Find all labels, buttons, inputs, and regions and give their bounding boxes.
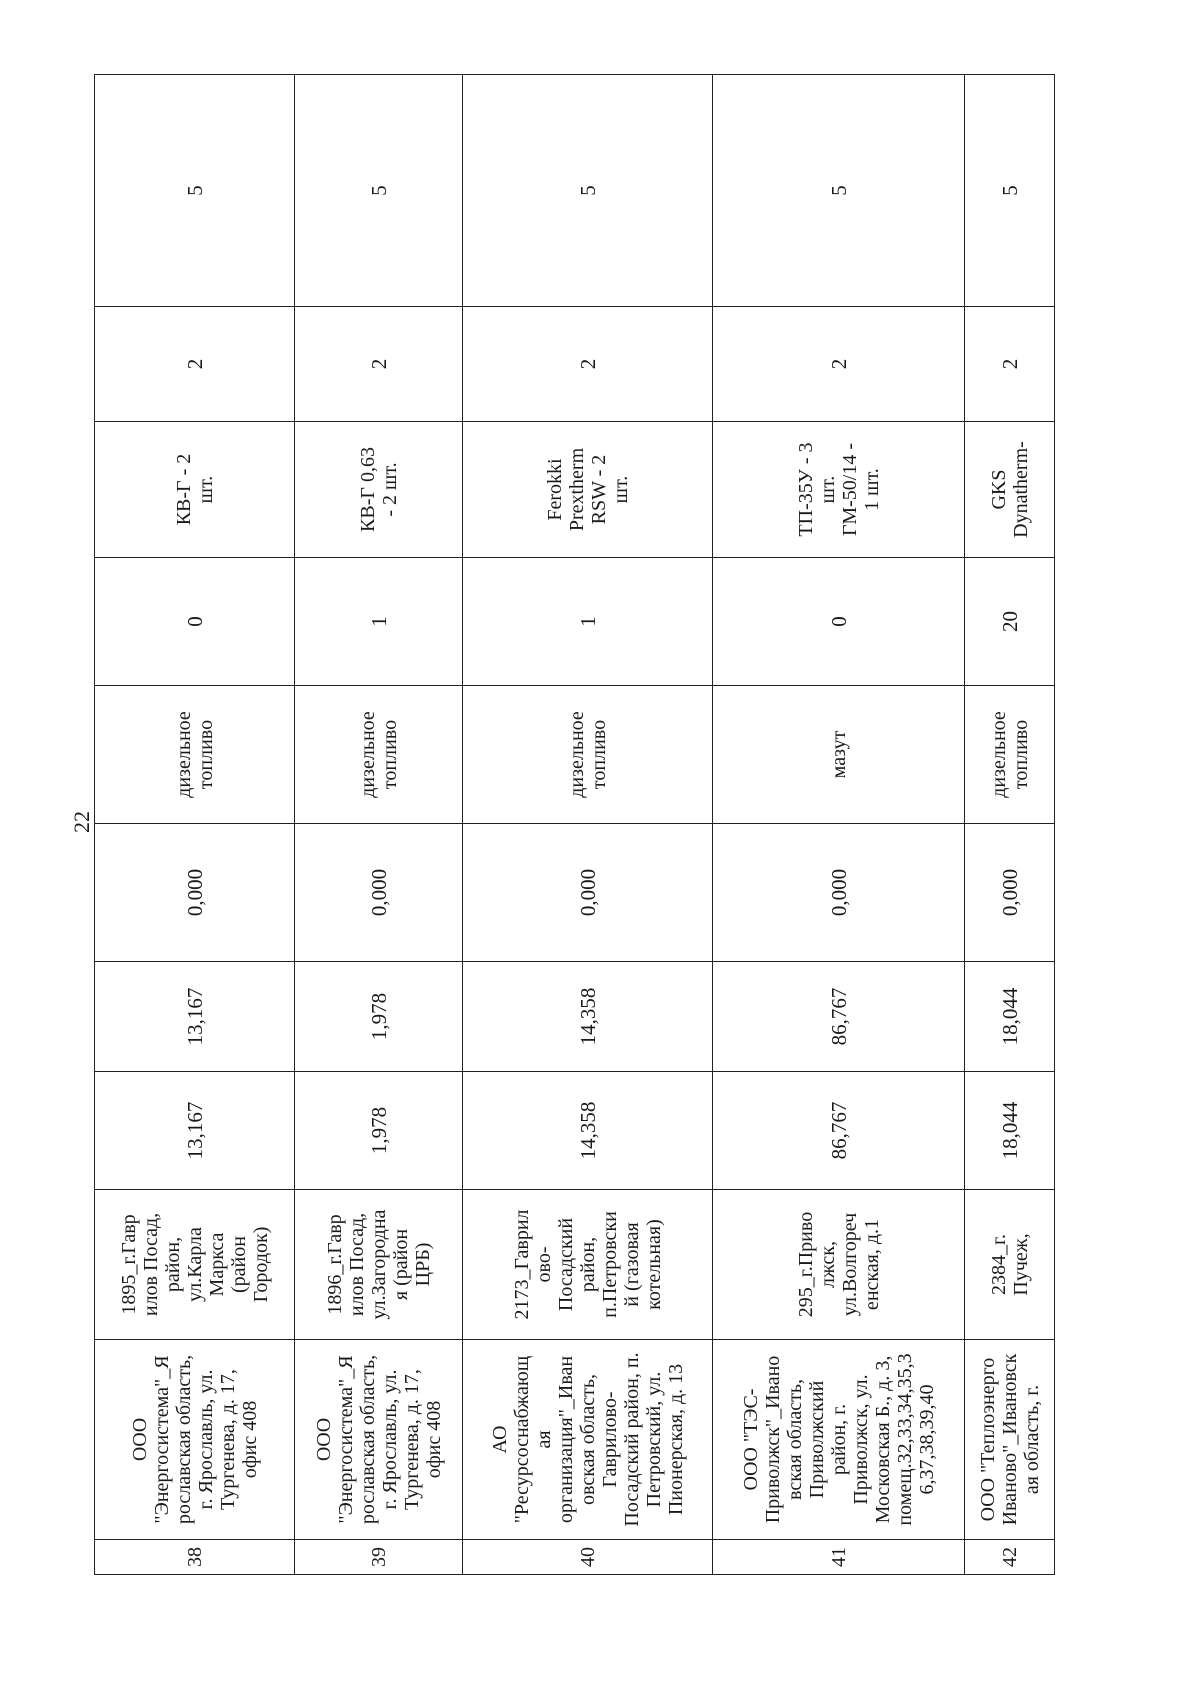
- row-number: 41: [713, 1540, 965, 1575]
- equipment-cell: Ferokki Prextherm RSW - 2 шт.: [463, 422, 713, 558]
- source-cell: 2173_Гаврил ово- Посадский район, п.Петровски й (газовая котельная): [463, 1190, 713, 1340]
- reserve-cell: 0: [713, 558, 965, 686]
- value-cell: 13,167: [95, 1072, 295, 1190]
- boiler-table: [94, 74, 1055, 1575]
- value-cell: 18,044: [965, 962, 1055, 1072]
- value-cell: 18,044: [965, 1072, 1055, 1190]
- value-cell: 5: [965, 75, 1055, 307]
- page-number: 22: [69, 811, 94, 833]
- table-row: [965, 75, 1055, 1575]
- value-cell: 14,358: [463, 1072, 713, 1190]
- value-cell: 5: [463, 75, 713, 307]
- table-row: [95, 75, 295, 1575]
- table-row: [463, 75, 713, 1575]
- equipment-cell: КВ-Г 0,63 - 2 шт.: [295, 422, 463, 558]
- value-cell: 86,767: [713, 962, 965, 1072]
- value-cell: 2: [463, 307, 713, 422]
- source-cell: 1895_г.Гавр илов Посад, район, ул.Карла Маркса (район Городок): [95, 1190, 295, 1340]
- equipment-cell: ТП-35У - 3 шт. ГМ-50/14 - 1 шт.: [713, 422, 965, 558]
- organization-cell: АО "Ресурсоснабжающ ая организация"_Иван овская область, Гаврилово- Посадский район, п. Петровский, ул. Пионерская, д. 13: [463, 1340, 713, 1540]
- source-cell: 2384_г. Пучеж,: [965, 1190, 1055, 1340]
- value-cell: 14,358: [463, 962, 713, 1072]
- row-number: 42: [965, 1540, 1055, 1575]
- value-cell: 2: [713, 307, 965, 422]
- value-cell: 0,000: [965, 824, 1055, 962]
- value-cell: 0,000: [713, 824, 965, 962]
- fuel-cell: дизельное топливо: [95, 686, 295, 824]
- reserve-cell: 1: [295, 558, 463, 686]
- organization-cell: ООО "Теплоэнерго Иваново"_Ивановск ая область, г.: [965, 1340, 1055, 1540]
- source-cell: 295_г.Приво лжск, ул.Волгореч енская, д.1: [713, 1190, 965, 1340]
- fuel-cell: мазут: [713, 686, 965, 824]
- value-cell: 0,000: [463, 824, 713, 962]
- row-number: 38: [95, 1540, 295, 1575]
- organization-cell: ООО "Энергосистема"_Я рославская область, г. Ярославль, ул. Тургенева, д. 17, офис 408: [95, 1340, 295, 1540]
- organization-cell: ООО "ТЭС- Приволжск"_Ивано вская область, Приволжский район, г. Приволжск, ул. Московская Б., д. 3, помещ.32,33,34,35,3 6,37,38,39,40: [713, 1340, 965, 1540]
- fuel-cell: дизельное топливо: [463, 686, 713, 824]
- value-cell: 2: [295, 307, 463, 422]
- reserve-cell: 0: [95, 558, 295, 686]
- value-cell: 2: [965, 307, 1055, 422]
- organization-cell: ООО "Энергосистема"_Я рославская область, г. Ярославль, ул. Тургенева, д. 17, офис 408: [295, 1340, 463, 1540]
- row-number: 39: [295, 1540, 463, 1575]
- table-row: [295, 75, 463, 1575]
- row-number: 40: [463, 1540, 713, 1575]
- fuel-cell: дизельное топливо: [965, 686, 1055, 824]
- value-cell: 5: [295, 75, 463, 307]
- value-cell: 0,000: [295, 824, 463, 962]
- equipment-cell: КВ-Г - 2 шт.: [95, 422, 295, 558]
- value-cell: 1,978: [295, 962, 463, 1072]
- rotated-table-sheet: [94, 75, 1054, 1575]
- reserve-cell: 20: [965, 558, 1055, 686]
- table-row: [713, 75, 965, 1575]
- value-cell: 1,978: [295, 1072, 463, 1190]
- value-cell: 5: [713, 75, 965, 307]
- source-cell: 1896_г.Гавр илов Посад, ул.Загородна я (район ЦРБ): [295, 1190, 463, 1340]
- value-cell: 0,000: [95, 824, 295, 962]
- equipment-cell: GKS Dynatherm-: [965, 422, 1055, 558]
- value-cell: 86,767: [713, 1072, 965, 1190]
- reserve-cell: 1: [463, 558, 713, 686]
- value-cell: 5: [95, 75, 295, 307]
- value-cell: 2: [95, 307, 295, 422]
- fuel-cell: дизельное топливо: [295, 686, 463, 824]
- value-cell: 13,167: [95, 962, 295, 1072]
